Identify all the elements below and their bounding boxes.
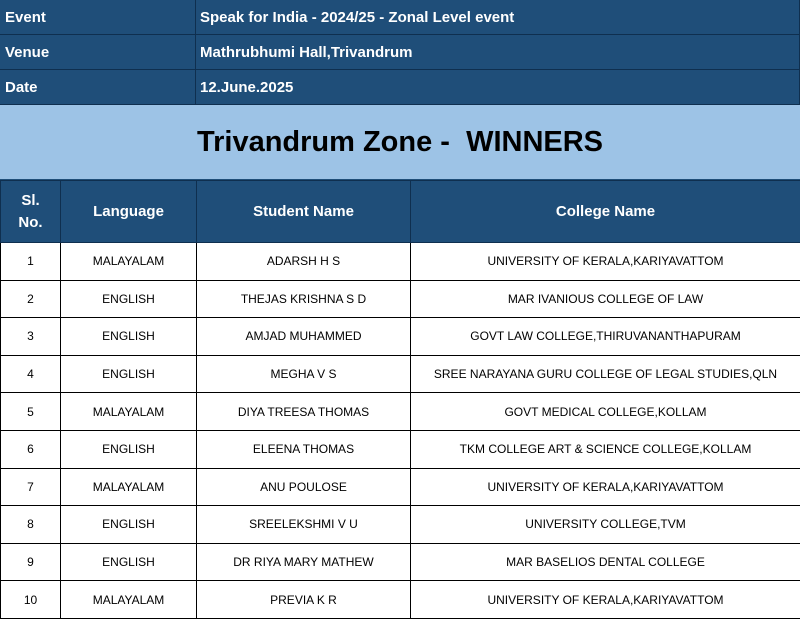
student-name-cell: DR RIYA MARY MATHEW <box>197 543 411 581</box>
event-row <box>0 0 800 35</box>
sl-no-cell: 3 <box>1 318 61 356</box>
table-row <box>1 506 800 544</box>
language-cell: MALAYALAM <box>61 243 197 281</box>
venue-row <box>0 35 800 70</box>
college-name-cell: UNIVERSITY OF KERALA,KARIYAVATTOM <box>411 243 800 281</box>
event-label: Event <box>0 0 196 35</box>
table-row <box>1 318 800 356</box>
student-name-header: Student Name <box>197 181 411 243</box>
language-cell: ENGLISH <box>61 318 197 356</box>
table-row <box>1 430 800 468</box>
college-name-cell: UNIVERSITY OF KERALA,KARIYAVATTOM <box>411 581 800 619</box>
college-name-cell: MAR IVANIOUS COLLEGE OF LAW <box>411 280 800 318</box>
student-name-cell: ELEENA THOMAS <box>197 430 411 468</box>
table-row <box>1 581 800 619</box>
table-header-row <box>1 181 800 243</box>
student-name-cell: MEGHA V S <box>197 355 411 393</box>
table-row <box>1 243 800 281</box>
venue-label: Venue <box>0 35 196 70</box>
table-row <box>1 280 800 318</box>
language-cell: ENGLISH <box>61 506 197 544</box>
college-name-cell: TKM COLLEGE ART & SCIENCE COLLEGE,KOLLAM <box>411 430 800 468</box>
language-cell: MALAYALAM <box>61 393 197 431</box>
date-row <box>0 70 800 105</box>
student-name-cell: ADARSH H S <box>197 243 411 281</box>
sl-no-cell: 6 <box>1 430 61 468</box>
page-title: Trivandrum Zone - WINNERS <box>0 105 800 180</box>
student-name-cell: SREELEKSHMI V U <box>197 506 411 544</box>
language-header: Language <box>61 181 197 243</box>
student-name-cell: DIYA TREESA THOMAS <box>197 393 411 431</box>
college-name-cell: GOVT LAW COLLEGE,THIRUVANANTHAPURAM <box>411 318 800 356</box>
sl-no-header: Sl. No. <box>1 181 61 243</box>
sl-no-cell: 8 <box>1 506 61 544</box>
language-cell: ENGLISH <box>61 280 197 318</box>
sl-no-cell: 9 <box>1 543 61 581</box>
table-row <box>1 393 800 431</box>
college-name-cell: UNIVERSITY OF KERALA,KARIYAVATTOM <box>411 468 800 506</box>
student-name-cell: AMJAD MUHAMMED <box>197 318 411 356</box>
table-row <box>1 543 800 581</box>
college-name-header: College Name <box>411 181 800 243</box>
college-name-cell: GOVT MEDICAL COLLEGE,KOLLAM <box>411 393 800 431</box>
sl-no-cell: 4 <box>1 355 61 393</box>
date-label: Date <box>0 70 196 105</box>
venue-value: Mathrubhumi Hall,Trivandrum <box>196 35 800 70</box>
college-name-cell: MAR BASELIOS DENTAL COLLEGE <box>411 543 800 581</box>
table-body <box>1 243 800 619</box>
sl-no-cell: 5 <box>1 393 61 431</box>
event-value: Speak for India - 2024/25 - Zonal Level event <box>196 0 800 35</box>
college-name-cell: UNIVERSITY COLLEGE,TVM <box>411 506 800 544</box>
date-value: 12.June.2025 <box>196 70 800 105</box>
language-cell: MALAYALAM <box>61 581 197 619</box>
college-name-cell: SREE NARAYANA GURU COLLEGE OF LEGAL STUDIES,QLN <box>411 355 800 393</box>
winners-table <box>0 180 800 619</box>
student-name-cell: ANU POULOSE <box>197 468 411 506</box>
language-cell: ENGLISH <box>61 355 197 393</box>
table-row <box>1 355 800 393</box>
sl-no-cell: 1 <box>1 243 61 281</box>
table-row <box>1 468 800 506</box>
language-cell: MALAYALAM <box>61 468 197 506</box>
sl-no-cell: 2 <box>1 280 61 318</box>
sl-no-cell: 7 <box>1 468 61 506</box>
student-name-cell: PREVIA K R <box>197 581 411 619</box>
sl-no-cell: 10 <box>1 581 61 619</box>
student-name-cell: THEJAS KRISHNA S D <box>197 280 411 318</box>
language-cell: ENGLISH <box>61 543 197 581</box>
language-cell: ENGLISH <box>61 430 197 468</box>
